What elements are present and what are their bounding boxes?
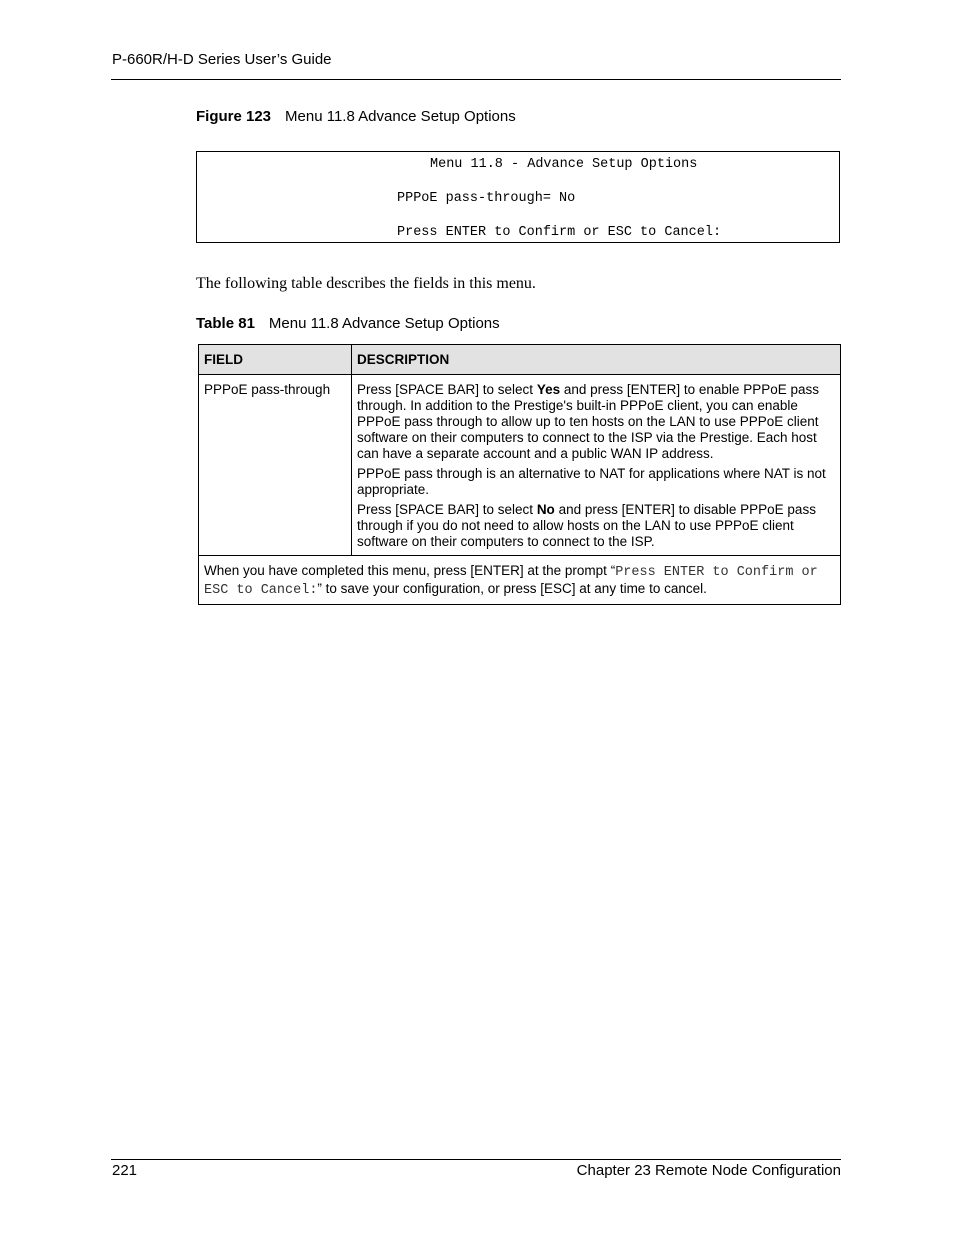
running-header: P-660R/H-D Series User’s Guide [112, 51, 332, 68]
field-description [352, 375, 841, 556]
page-number: 221 [112, 1162, 138, 1179]
chapter-title: Chapter 23 Remote Node Configuration [576, 1162, 841, 1179]
text-run: When you have completed this menu, press [ENTER] at the prompt “ [204, 563, 616, 578]
bold-term: No [536, 502, 555, 517]
intro-paragraph: The following table describes the fields in this menu. [196, 275, 536, 292]
header-description: DESCRIPTION [352, 345, 841, 375]
figure-title: Menu 11.8 Advance Setup Options [285, 108, 516, 125]
bold-term: Yes [536, 382, 561, 397]
field-name: PPPoE pass-through [199, 375, 352, 556]
text-run: and press [ENTER] to disable PPPoE pass through if you do not need to allow hosts on the LAN to use PPPoE client software on their computers to connect to the ISP. [357, 502, 816, 549]
table-label: Table 81 [196, 315, 255, 332]
description-paragraph [357, 502, 835, 550]
menu-screen-title: Menu 11.8 - Advance Setup Options [430, 157, 698, 172]
table-header-row [199, 345, 841, 375]
footer-divider [111, 1159, 841, 1160]
menu-prompt: Press ENTER to Confirm or ESC to Cancel: [397, 225, 722, 240]
text-run: Press [SPACE BAR] to select [357, 382, 537, 397]
header-field: FIELD [199, 345, 352, 375]
text-run: Press [SPACE BAR] to select [357, 502, 537, 517]
table-caption [196, 315, 500, 332]
field-description-table [198, 344, 841, 605]
figure-label: Figure 123 [196, 108, 272, 125]
header-divider [111, 79, 841, 80]
table-footer-row [199, 556, 841, 605]
description-paragraph [357, 382, 835, 462]
prompt-text: Press ENTER to Confirm or ESC to Cancel: [204, 565, 818, 598]
table-footer-note [199, 556, 841, 605]
description-paragraph: PPPoE pass through is an alternative to NAT for applications where NAT is not appropriate. [357, 466, 826, 497]
table-title: Menu 11.8 Advance Setup Options [268, 315, 500, 332]
menu-option-pppoe: PPPoE pass-through= No [397, 191, 576, 206]
table-row [199, 375, 841, 556]
text-run: and press [ENTER] to enable PPPoE pass through. In addition to the Prestige's built-in PPPoE client, you can enable PPPoE pass through to allow up to ten hosts on the LAN to use PPPoE client software on their computers to connect to the ISP via the Prestige. Each host can have a separate account and a public WAN IP address. [357, 382, 819, 461]
menu-screen [196, 151, 840, 243]
figure-caption [196, 108, 516, 125]
text-run: ” to save your configuration, or press [ESC] at any time to cancel. [317, 581, 707, 596]
